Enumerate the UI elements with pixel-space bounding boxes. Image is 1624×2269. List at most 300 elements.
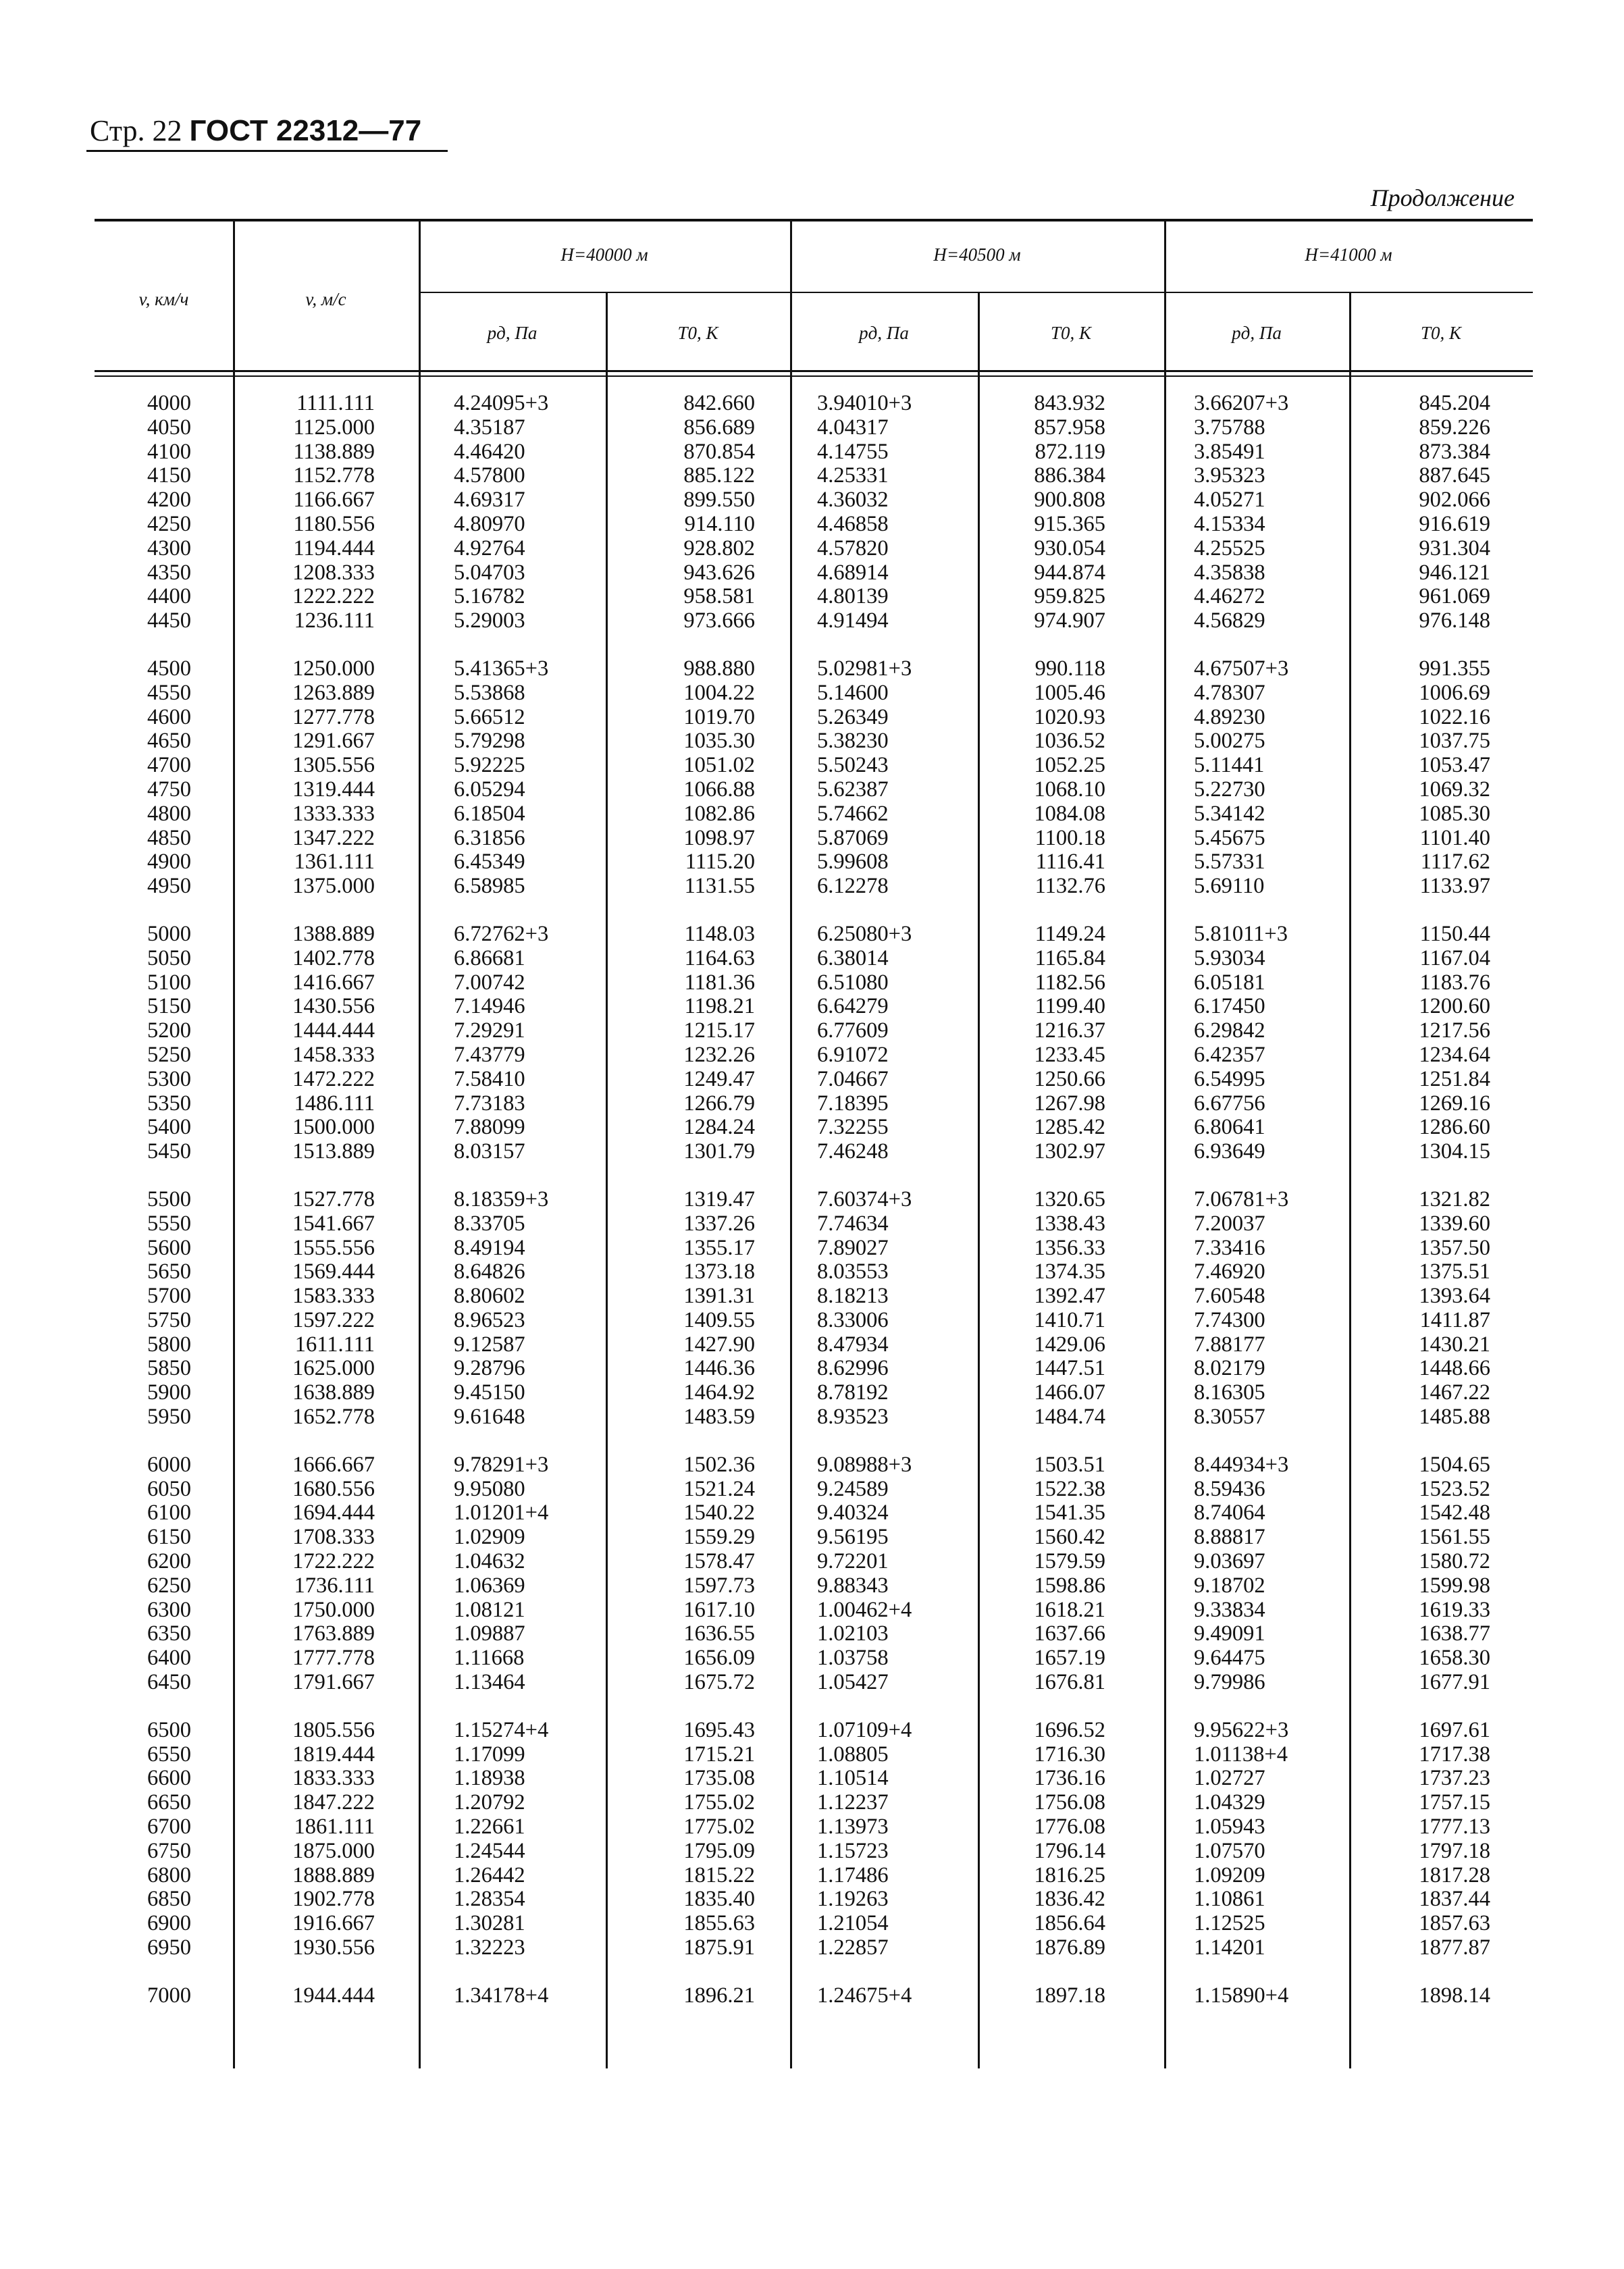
table-cell: 9.12587 bbox=[454, 1332, 525, 1357]
table-cell: 1357.50 bbox=[1419, 1235, 1490, 1260]
table-cell: 3.94010+3 bbox=[817, 391, 912, 415]
table-cell: 1037.75 bbox=[1419, 729, 1490, 754]
table-cell: 5.93034 bbox=[1194, 945, 1265, 970]
table-cell: 1.15890+4 bbox=[1194, 1983, 1289, 2008]
table-cell: 7.88177 bbox=[1194, 1332, 1265, 1357]
table-cell: 1133.97 bbox=[1419, 874, 1490, 899]
table-cell: 1337.26 bbox=[683, 1211, 755, 1236]
table-cell: 1541.667 bbox=[292, 1211, 375, 1236]
table-cell: 1022.16 bbox=[1419, 704, 1490, 729]
table-cell: 4.57820 bbox=[817, 536, 889, 560]
table-cell: 5600 bbox=[147, 1235, 191, 1260]
table-cell: 1098.97 bbox=[683, 825, 755, 850]
table-cell: 6.05181 bbox=[1194, 970, 1265, 995]
table-cell: 976.148 bbox=[1419, 608, 1490, 633]
table-cell: 5850 bbox=[147, 1356, 191, 1381]
table-cell: 1232.26 bbox=[683, 1042, 755, 1067]
table-cell: 4.25525 bbox=[1194, 536, 1265, 560]
table-cell: 9.49091 bbox=[1194, 1621, 1265, 1646]
table-cell: 1.05427 bbox=[817, 1670, 889, 1695]
table-cell: 8.33705 bbox=[454, 1211, 525, 1236]
table-cell: 990.118 bbox=[1034, 656, 1105, 681]
table-cell: 931.304 bbox=[1419, 536, 1490, 560]
table-cell: 7.60548 bbox=[1194, 1284, 1265, 1309]
table-cell: 5.38230 bbox=[817, 729, 889, 754]
table-cell: 1521.24 bbox=[683, 1476, 755, 1501]
table-cell: 1636.55 bbox=[683, 1621, 755, 1646]
table-cell: 8.74064 bbox=[1194, 1501, 1265, 1525]
table-cell: 1555.556 bbox=[292, 1235, 375, 1260]
table-cell: 4100 bbox=[147, 439, 191, 464]
table-cell: 1.08805 bbox=[817, 1742, 889, 1767]
table-cell: 1857.63 bbox=[1419, 1911, 1490, 1936]
col-v-ms bbox=[292, 392, 375, 2008]
table-cell: 6.91072 bbox=[817, 1042, 889, 1067]
table-cell: 1619.33 bbox=[1419, 1597, 1490, 1622]
table-cell: 1930.556 bbox=[292, 1935, 375, 1960]
table-cell: 1680.556 bbox=[292, 1476, 375, 1501]
col-v-kmh bbox=[147, 392, 191, 2008]
table-cell: 5.99608 bbox=[817, 850, 889, 875]
table-cell: 1215.17 bbox=[683, 1018, 755, 1043]
table-cell: 1199.40 bbox=[1034, 994, 1105, 1019]
table-cell: 5150 bbox=[147, 994, 191, 1019]
table-cell: 5.66512 bbox=[454, 704, 525, 729]
table-cell: 7.18395 bbox=[817, 1091, 889, 1116]
table-cell: 4.80970 bbox=[454, 511, 525, 536]
table-cell: 1819.444 bbox=[292, 1742, 375, 1767]
table-cell: 3.75788 bbox=[1194, 415, 1265, 440]
table-cell: 1053.47 bbox=[1419, 753, 1490, 778]
table-cell: 5500 bbox=[147, 1186, 191, 1211]
table-cell: 1837.44 bbox=[1419, 1887, 1490, 1912]
table-cell: 4950 bbox=[147, 874, 191, 899]
table-cell: 9.18702 bbox=[1194, 1573, 1265, 1598]
table-cell: 6750 bbox=[147, 1838, 191, 1863]
header-underline bbox=[86, 150, 448, 152]
table-cell: 4450 bbox=[147, 608, 191, 633]
table-cell: 5.26349 bbox=[817, 704, 889, 729]
table-cell: 1.21054 bbox=[817, 1911, 889, 1936]
table-cell: 1251.84 bbox=[1419, 1066, 1490, 1091]
table-cell: 1082.86 bbox=[683, 801, 755, 826]
table-cell: 4.04317 bbox=[817, 415, 889, 440]
table-cell: 7.46920 bbox=[1194, 1259, 1265, 1284]
table-cell: 1569.444 bbox=[292, 1259, 375, 1284]
table-cell: 1638.889 bbox=[292, 1380, 375, 1405]
col-header-p-40000: pд, Па bbox=[487, 323, 538, 343]
table-cell: 1513.889 bbox=[292, 1139, 375, 1164]
table-cell: 845.204 bbox=[1419, 391, 1490, 415]
table-cell: 1200.60 bbox=[1419, 994, 1490, 1019]
table-cell: 1236.111 bbox=[294, 608, 375, 633]
table-cell: 6.05294 bbox=[454, 777, 525, 802]
table-cell: 6000 bbox=[147, 1452, 191, 1477]
table-cell: 1410.71 bbox=[1034, 1307, 1105, 1332]
col-header-t-41000: T0, К bbox=[1421, 323, 1461, 343]
table-cell: 1876.89 bbox=[1034, 1935, 1105, 1960]
table-cell: 7.29291 bbox=[454, 1018, 525, 1043]
table-cell: 9.56195 bbox=[817, 1525, 889, 1550]
table-cell: 7.06781+3 bbox=[1194, 1186, 1289, 1211]
table-cell: 9.72201 bbox=[817, 1549, 889, 1574]
table-cell: 7.33416 bbox=[1194, 1235, 1265, 1260]
table-cell: 1916.667 bbox=[292, 1911, 375, 1936]
table-cell: 7.74634 bbox=[817, 1211, 889, 1236]
col-header-v-kmh: v, км/ч bbox=[138, 289, 189, 309]
table-cell: 1361.111 bbox=[294, 850, 375, 875]
table-cell: 5.87069 bbox=[817, 825, 889, 850]
table-cell: 1717.38 bbox=[1419, 1742, 1490, 1767]
table-cell: 9.28796 bbox=[454, 1356, 525, 1381]
table-cell: 1.26442 bbox=[454, 1862, 525, 1887]
table-cell: 4700 bbox=[147, 753, 191, 778]
table-cell: 5.00275 bbox=[1194, 729, 1265, 754]
table-cell: 5.79298 bbox=[454, 729, 525, 754]
table-cell: 9.08988+3 bbox=[817, 1452, 912, 1477]
table-cell: 1304.15 bbox=[1419, 1139, 1490, 1164]
table-cell: 5.11441 bbox=[1194, 753, 1265, 778]
table-cell: 1715.21 bbox=[683, 1742, 755, 1767]
table-cell: 1066.88 bbox=[683, 777, 755, 802]
table-cell: 1522.38 bbox=[1034, 1476, 1105, 1501]
table-cell: 4.68914 bbox=[817, 560, 889, 585]
table-cell: 1775.02 bbox=[683, 1815, 755, 1840]
table-cell: 5.29003 bbox=[454, 608, 525, 633]
table-cell: 6350 bbox=[147, 1621, 191, 1646]
table-cell: 946.121 bbox=[1419, 560, 1490, 585]
table-cell: 4.14755 bbox=[817, 439, 889, 464]
table-cell: 4.46420 bbox=[454, 439, 525, 464]
table-cell: 872.119 bbox=[1034, 439, 1105, 464]
table-cell: 870.854 bbox=[683, 439, 755, 464]
table-cell: 1393.64 bbox=[1419, 1284, 1490, 1309]
table-cell: 4.89230 bbox=[1194, 704, 1265, 729]
table-cell: 8.44934+3 bbox=[1194, 1452, 1289, 1477]
table-cell: 1795.09 bbox=[683, 1838, 755, 1863]
table-cell: 5.22730 bbox=[1194, 777, 1265, 802]
continuation-label: Продолжение bbox=[1370, 184, 1515, 211]
table-cell: 1777.778 bbox=[292, 1646, 375, 1671]
table-cell: 6.77609 bbox=[817, 1018, 889, 1043]
table-cell: 1483.59 bbox=[683, 1405, 755, 1430]
table-cell: 5.14600 bbox=[817, 680, 889, 705]
table-cell: 1019.70 bbox=[683, 704, 755, 729]
table-cell: 8.47934 bbox=[817, 1332, 889, 1357]
table-cell: 1736.111 bbox=[294, 1573, 375, 1598]
table-cell: 4350 bbox=[147, 560, 191, 585]
table-cell: 856.689 bbox=[683, 415, 755, 440]
table-cell: 1.04632 bbox=[454, 1549, 525, 1574]
table-cell: 5800 bbox=[147, 1332, 191, 1357]
table-cell: 1051.02 bbox=[683, 753, 755, 778]
table-cell: 1561.55 bbox=[1419, 1525, 1490, 1550]
table-cell: 1617.10 bbox=[683, 1597, 755, 1622]
table-cell: 6.72762+3 bbox=[454, 921, 549, 946]
table-cell: 1.13973 bbox=[817, 1815, 889, 1840]
table-cell: 1277.778 bbox=[292, 704, 375, 729]
table-cell: 1375.000 bbox=[292, 874, 375, 899]
table-cell: 1.15274+4 bbox=[454, 1717, 549, 1742]
table-cell: 4.05271 bbox=[1194, 488, 1265, 513]
table-cell: 1100.18 bbox=[1034, 825, 1105, 850]
table-cell: 1722.222 bbox=[292, 1549, 375, 1574]
table-cell: 1101.40 bbox=[1419, 825, 1490, 850]
table-cell: 7.46248 bbox=[817, 1139, 889, 1164]
table-cell: 8.02179 bbox=[1194, 1356, 1265, 1381]
table-cell: 4.80139 bbox=[817, 584, 889, 609]
table-cell: 1234.64 bbox=[1419, 1042, 1490, 1067]
table-cell: 1599.98 bbox=[1419, 1573, 1490, 1598]
table-cell: 842.660 bbox=[683, 391, 755, 415]
table-cell: 1.32223 bbox=[454, 1935, 525, 1960]
table-cell: 4150 bbox=[147, 463, 191, 488]
table-cell: 1755.02 bbox=[683, 1790, 755, 1815]
table-cell: 1391.31 bbox=[683, 1284, 755, 1309]
table-cell: 4.46858 bbox=[817, 511, 889, 536]
table-cell: 1.24675+4 bbox=[817, 1983, 912, 2008]
table-cell: 7.43779 bbox=[454, 1042, 525, 1067]
table-cell: 5550 bbox=[147, 1211, 191, 1236]
table-cell: 4050 bbox=[147, 415, 191, 440]
table-cell: 7.73183 bbox=[454, 1091, 525, 1116]
table-cell: 4400 bbox=[147, 584, 191, 609]
table-cell: 6650 bbox=[147, 1790, 191, 1815]
table-cell: 6.31856 bbox=[454, 825, 525, 850]
table-cell: 6550 bbox=[147, 1742, 191, 1767]
table-cell: 943.626 bbox=[683, 560, 755, 585]
table-cell: 1805.556 bbox=[292, 1717, 375, 1742]
table-cell: 1791.667 bbox=[292, 1670, 375, 1695]
table-cell: 1656.09 bbox=[683, 1646, 755, 1671]
table-cell: 6500 bbox=[147, 1717, 191, 1742]
table-cell: 1855.63 bbox=[683, 1911, 755, 1936]
table-cell: 3.85491 bbox=[1194, 439, 1265, 464]
table-cell: 1484.74 bbox=[1034, 1405, 1105, 1430]
table-cell: 1305.556 bbox=[292, 753, 375, 778]
table-cell: 1877.87 bbox=[1419, 1935, 1490, 1960]
table-cell: 900.808 bbox=[1034, 488, 1105, 513]
table-cell: 1695.43 bbox=[683, 1717, 755, 1742]
table-cell: 1697.61 bbox=[1419, 1717, 1490, 1742]
table-cell: 5000 bbox=[147, 921, 191, 946]
table-cell: 8.93523 bbox=[817, 1405, 889, 1430]
table-cell: 6.38014 bbox=[817, 945, 889, 970]
table-cell: 6050 bbox=[147, 1476, 191, 1501]
table-cell: 1444.444 bbox=[292, 1018, 375, 1043]
table-cell: 1117.62 bbox=[1420, 850, 1490, 875]
table-cell: 1138.889 bbox=[293, 439, 375, 464]
table-cell: 1249.47 bbox=[683, 1066, 755, 1091]
table-cell: 930.054 bbox=[1034, 536, 1105, 560]
table-cell: 9.78291+3 bbox=[454, 1452, 549, 1477]
table-cell: 9.33834 bbox=[1194, 1597, 1265, 1622]
table-cell: 1.22661 bbox=[454, 1815, 525, 1840]
table-cell: 961.069 bbox=[1419, 584, 1490, 609]
table-cell: 8.78192 bbox=[817, 1380, 889, 1405]
table-cell: 6450 bbox=[147, 1670, 191, 1695]
table-cell: 4.36032 bbox=[817, 488, 889, 513]
table-cell: 902.066 bbox=[1419, 488, 1490, 513]
table-cell: 5.45675 bbox=[1194, 825, 1265, 850]
table-cell: 1263.889 bbox=[292, 680, 375, 705]
table-cell: 1208.333 bbox=[292, 560, 375, 585]
table-cell: 1.15723 bbox=[817, 1838, 889, 1863]
table-cell: 4500 bbox=[147, 656, 191, 681]
table-cell: 7000 bbox=[147, 1983, 191, 2008]
table-cell: 1579.59 bbox=[1034, 1549, 1105, 1574]
table-cell: 1427.90 bbox=[683, 1332, 755, 1357]
table-cell: 6800 bbox=[147, 1862, 191, 1887]
table-cell: 5700 bbox=[147, 1284, 191, 1309]
table-cell: 1541.35 bbox=[1034, 1501, 1105, 1525]
table-cell: 1164.63 bbox=[684, 945, 755, 970]
table-cell: 1319.444 bbox=[292, 777, 375, 802]
table-cell: 8.30557 bbox=[1194, 1405, 1265, 1430]
table-cell: 1.01201+4 bbox=[454, 1501, 549, 1525]
table-cell: 1429.06 bbox=[1034, 1332, 1105, 1357]
table-cell: 6700 bbox=[147, 1815, 191, 1840]
table-cell: 6.80641 bbox=[1194, 1115, 1265, 1140]
table-cell: 6.45349 bbox=[454, 850, 525, 875]
table-cell: 1402.778 bbox=[292, 945, 375, 970]
table-cell: 5900 bbox=[147, 1380, 191, 1405]
table-cell: 1466.07 bbox=[1034, 1380, 1105, 1405]
table-cell: 887.645 bbox=[1419, 463, 1490, 488]
table-cell: 928.802 bbox=[683, 536, 755, 560]
table-cell: 1583.333 bbox=[292, 1284, 375, 1309]
table-cell: 8.88817 bbox=[1194, 1525, 1265, 1550]
table-cell: 1.05943 bbox=[1194, 1815, 1265, 1840]
table-cell: 1198.21 bbox=[684, 994, 755, 1019]
table-cell: 1217.56 bbox=[1419, 1018, 1490, 1043]
table-cell: 4.67507+3 bbox=[1194, 656, 1289, 681]
table-cell: 6.29842 bbox=[1194, 1018, 1265, 1043]
table-cell: 6950 bbox=[147, 1935, 191, 1960]
table-cell: 1250.66 bbox=[1034, 1066, 1105, 1091]
table-cell: 1355.17 bbox=[683, 1235, 755, 1260]
table-cell: 1.04329 bbox=[1194, 1790, 1265, 1815]
table-cell: 4.25331 bbox=[817, 463, 889, 488]
table-cell: 1835.40 bbox=[683, 1887, 755, 1912]
table-cell: 4300 bbox=[147, 536, 191, 560]
table-cell: 7.32255 bbox=[817, 1115, 889, 1140]
table-cell: 991.355 bbox=[1419, 656, 1490, 681]
table-cell: 6.64279 bbox=[817, 994, 889, 1019]
table-cell: 1504.65 bbox=[1419, 1452, 1490, 1477]
table-cell: 5350 bbox=[147, 1091, 191, 1116]
table-cell: 1.11668 bbox=[454, 1646, 525, 1671]
table-cell: 1.07570 bbox=[1194, 1838, 1265, 1863]
table-cell: 7.60374+3 bbox=[817, 1186, 912, 1211]
table-cell: 974.907 bbox=[1034, 608, 1105, 633]
table-cell: 1464.92 bbox=[683, 1380, 755, 1405]
table-cell: 1503.51 bbox=[1034, 1452, 1105, 1477]
table-cell: 1737.23 bbox=[1419, 1766, 1490, 1791]
table-cell: 1430.556 bbox=[292, 994, 375, 1019]
table-cell: 1578.47 bbox=[683, 1549, 755, 1574]
table-cell: 1020.93 bbox=[1034, 704, 1105, 729]
table-cell: 1115.20 bbox=[685, 850, 755, 875]
table-cell: 1222.222 bbox=[292, 584, 375, 609]
group-title-41000: H=41000 м bbox=[1305, 244, 1392, 265]
table-cell: 6250 bbox=[147, 1573, 191, 1598]
table-cell: 1675.72 bbox=[683, 1670, 755, 1695]
table-cell: 8.18359+3 bbox=[454, 1186, 549, 1211]
table-cell: 1944.444 bbox=[292, 1983, 375, 2008]
table-cell: 1194.444 bbox=[293, 536, 375, 560]
table-cell: 4750 bbox=[147, 777, 191, 802]
table-cell: 1004.22 bbox=[683, 680, 755, 705]
standard-code: ГОСТ 22312—77 bbox=[189, 114, 422, 147]
table-cell: 1776.08 bbox=[1034, 1815, 1105, 1840]
table-cell: 5.34142 bbox=[1194, 801, 1265, 826]
table-cell: 1321.82 bbox=[1419, 1186, 1490, 1211]
table-cell: 859.226 bbox=[1419, 415, 1490, 440]
table-cell: 988.880 bbox=[683, 656, 755, 681]
table-cell: 1815.22 bbox=[683, 1862, 755, 1887]
table-cell: 1446.36 bbox=[683, 1356, 755, 1381]
table-cell: 5.41365+3 bbox=[454, 656, 549, 681]
table-cell: 4.92764 bbox=[454, 536, 525, 560]
table-cell: 1374.35 bbox=[1034, 1259, 1105, 1284]
table-cell: 6.42357 bbox=[1194, 1042, 1265, 1067]
table-cell: 6.67756 bbox=[1194, 1091, 1265, 1116]
table-cell: 9.40324 bbox=[817, 1501, 889, 1525]
table-cell: 6.51080 bbox=[817, 970, 889, 995]
table-cell: 1.03758 bbox=[817, 1646, 889, 1671]
table-cell: 1736.16 bbox=[1034, 1766, 1105, 1791]
table-cell: 1.13464 bbox=[454, 1670, 525, 1695]
table-cell: 1411.87 bbox=[1419, 1307, 1490, 1332]
table-cell: 1111.111 bbox=[296, 391, 375, 415]
table-cell: 1898.14 bbox=[1419, 1983, 1490, 2008]
table-cell: 6900 bbox=[147, 1911, 191, 1936]
table-cell: 4900 bbox=[147, 850, 191, 875]
table-cell: 915.365 bbox=[1034, 511, 1105, 536]
col-header-t-40000: T0, К bbox=[677, 323, 718, 343]
col-t-41000 bbox=[1419, 392, 1490, 2008]
table-cell: 4.35187 bbox=[454, 415, 525, 440]
table-cell: 9.79986 bbox=[1194, 1670, 1265, 1695]
table-cell: 1559.29 bbox=[683, 1525, 755, 1550]
table-cell: 1320.65 bbox=[1034, 1186, 1105, 1211]
table-cell: 5450 bbox=[147, 1139, 191, 1164]
table-cell: 1757.15 bbox=[1419, 1790, 1490, 1815]
table-cell: 1069.32 bbox=[1419, 777, 1490, 802]
table-cell: 886.384 bbox=[1034, 463, 1105, 488]
table-cell: 4550 bbox=[147, 680, 191, 705]
table-cell: 1.00462+4 bbox=[817, 1597, 912, 1622]
table-cell: 6.54995 bbox=[1194, 1066, 1265, 1091]
table-cell: 1267.98 bbox=[1034, 1091, 1105, 1116]
table-cell: 8.03157 bbox=[454, 1139, 525, 1164]
table-cell: 1233.45 bbox=[1034, 1042, 1105, 1067]
table-cell: 1.19263 bbox=[817, 1887, 889, 1912]
table-cell: 5.16782 bbox=[454, 584, 525, 609]
table-cell: 1618.21 bbox=[1034, 1597, 1105, 1622]
table-cell: 1.07109+4 bbox=[817, 1717, 912, 1742]
table-cell: 1302.97 bbox=[1034, 1139, 1105, 1164]
table-cell: 1696.52 bbox=[1034, 1717, 1105, 1742]
table-cell: 1.02909 bbox=[454, 1525, 525, 1550]
table-cell: 5.81011+3 bbox=[1194, 921, 1288, 946]
table-cell: 1165.84 bbox=[1034, 945, 1105, 970]
table-cell: 1.24544 bbox=[454, 1838, 525, 1863]
table-cell: 1735.08 bbox=[683, 1766, 755, 1791]
table-cell: 843.932 bbox=[1034, 391, 1105, 415]
table-cell: 1183.76 bbox=[1419, 970, 1490, 995]
